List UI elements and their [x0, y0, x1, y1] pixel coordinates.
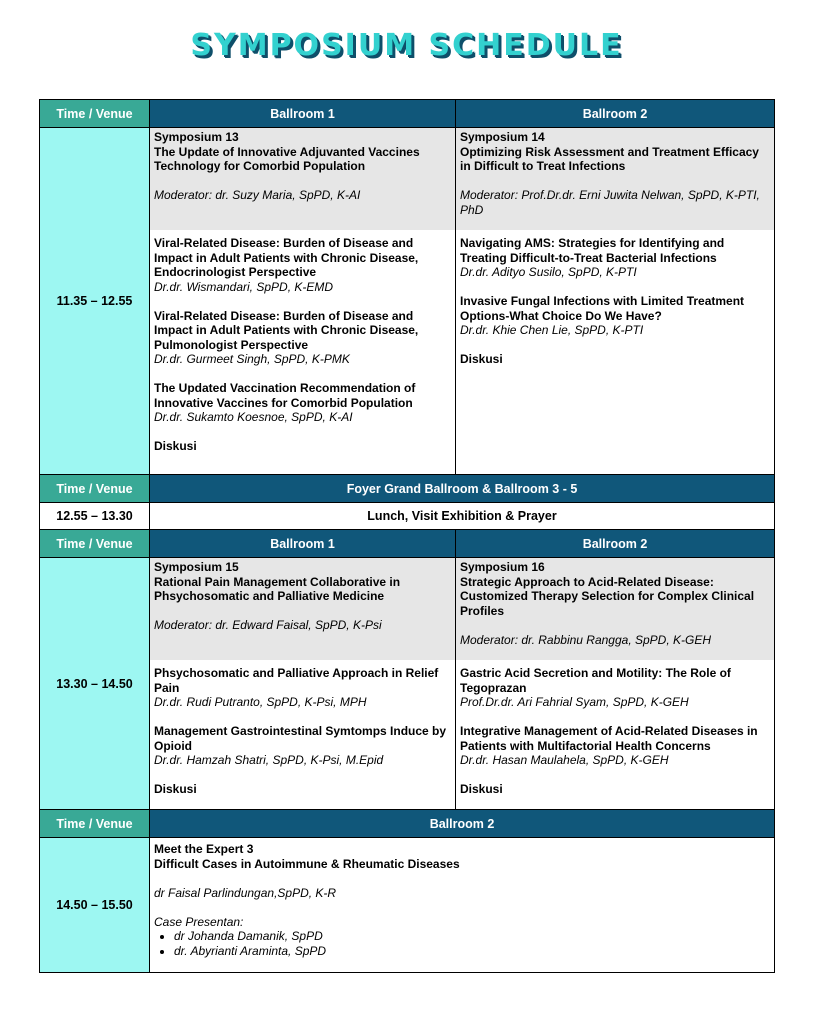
- speaker: Dr.dr. Wismandari, SpPD, K-EMD: [154, 279, 334, 294]
- venue-header-ballroom-2: Ballroom 2: [456, 100, 775, 128]
- speaker: Dr.dr. Sukamto Koesnoe, SpPD, K-AI: [154, 410, 353, 424]
- list-item: • dr. Abyrianti Araminta, SpPD: [174, 944, 770, 959]
- moderator: Moderator: Prof.Dr.dr. Erni Juwita Nelwan, SpPD, K-PTI, PhD: [460, 188, 760, 217]
- venue-header-ballroom-2: Ballroom 2: [150, 810, 775, 838]
- time-slot: 12.55 – 13.30: [40, 503, 150, 530]
- moderator: Moderator: dr. Edward Faisal, SpPD, K-Psi: [154, 618, 382, 632]
- session-name: Symposium 13: [154, 130, 239, 144]
- meet-the-expert-cell: [150, 838, 775, 973]
- talk-title: Integrative Management of Acid-Related Diseases in Patients with Multifactorial Health Concerns: [460, 724, 758, 753]
- session-row: [40, 558, 775, 810]
- talk-title: Management Gastrointestinal Symtomps Induce by Opioid: [154, 724, 447, 753]
- session-name: Symposium 14: [460, 130, 545, 144]
- time-slot: 13.30 – 14.50: [40, 558, 150, 810]
- symposium-15-cell: [150, 558, 456, 810]
- time-venue-header: Time / Venue: [40, 100, 150, 128]
- header-row: [40, 530, 775, 558]
- talk-title: Navigating AMS: Strategies for Identifying and Treating Difficult-to-Treat Bacterial Infections: [460, 236, 725, 265]
- session-topic: Optimizing Risk Assessment and Treatment Efficacy in Difficult to Treat Infections: [460, 144, 759, 173]
- expert: dr Faisal Parlindungan,SpPD, K-R: [154, 885, 337, 900]
- session-topic: Difficult Cases in Autoimmune & Rheumatic Diseases: [154, 856, 460, 871]
- session-topic: Strategic Approach to Acid-Related Disease: Customized Therapy Selection for Complex Clinical Profiles: [460, 574, 755, 618]
- session-name: Meet the Expert 3: [154, 842, 254, 856]
- speaker: Dr.dr. Gurmeet Singh, SpPD, K-PMK: [154, 352, 350, 366]
- talk-title: Viral-Related Disease: Burden of Disease and Impact in Adult Patients with Chronic Disease, Pulmonologist Perspective: [154, 308, 419, 352]
- header-row: [40, 475, 775, 503]
- schedule-table: [39, 99, 775, 973]
- header-row: [40, 810, 775, 838]
- session-row: [40, 128, 775, 475]
- talk-title: Viral-Related Disease: Burden of Disease and Impact in Adult Patients with Chronic Disease, Endocrinologist Perspective: [154, 236, 419, 279]
- presenter-list: [154, 929, 770, 958]
- speaker: Dr.dr. Hamzah Shatri, SpPD, K-Psi, M.Epid: [154, 753, 384, 767]
- venue-header-ballroom-2: Ballroom 2: [456, 530, 775, 558]
- lunch-activity: Lunch, Visit Exhibition & Prayer: [150, 503, 775, 530]
- page-title: SYMPOSIUM SCHEDULE: [190, 28, 623, 63]
- time-venue-header: Time / Venue: [40, 475, 150, 503]
- presenter-label: Case Presentan:: [154, 914, 244, 929]
- venue-header-foyer: Foyer Grand Ballroom & Ballroom 3 - 5: [150, 475, 775, 503]
- session-topic: The Update of Innovative Adjuvanted Vaccines Technology for Comorbid Population: [154, 144, 420, 173]
- speaker: Dr.dr. Khie Chen Lie, SpPD, K-PTI: [460, 323, 644, 337]
- symposium-13-cell: [150, 128, 456, 475]
- talk-title: Gastric Acid Secretion and Motility: The Role of Tegoprazan: [460, 666, 731, 695]
- diskusi: Diskusi: [460, 352, 503, 366]
- diskusi: Diskusi: [460, 782, 503, 796]
- session-name: Symposium 16: [460, 560, 545, 574]
- header-row: [40, 100, 775, 128]
- talk-title: The Updated Vaccination Recommendation of Innovative Vaccines for Comorbid Population: [154, 381, 416, 410]
- lunch-row: [40, 503, 775, 530]
- venue-header-ballroom-1: Ballroom 1: [150, 100, 456, 128]
- speaker: Dr.dr. Hasan Maulahela, SpPD, K-GEH: [460, 753, 669, 767]
- session-topic: Rational Pain Management Collaborative in Phsychosomatic and Palliative Medicine: [154, 574, 401, 603]
- time-venue-header: Time / Venue: [40, 530, 150, 558]
- time-venue-header: Time / Venue: [40, 810, 150, 838]
- session-row: [40, 838, 775, 973]
- diskusi: Diskusi: [154, 439, 197, 453]
- time-slot: 14.50 – 15.50: [40, 838, 150, 973]
- speaker: Prof.Dr.dr. Ari Fahrial Syam, SpPD, K-GEH: [460, 695, 689, 709]
- symposium-16-cell: [456, 558, 775, 810]
- session-name: Symposium 15: [154, 560, 239, 574]
- talk-title: Invasive Fungal Infections with Limited Treatment Options-What Choice Do We Have?: [460, 294, 745, 323]
- diskusi: Diskusi: [154, 782, 197, 796]
- venue-header-ballroom-1: Ballroom 1: [150, 530, 456, 558]
- symposium-14-cell: [456, 128, 775, 475]
- talk-title: Phsychosomatic and Palliative Approach in Relief Pain: [154, 666, 439, 695]
- list-item: • dr Johanda Damanik, SpPD: [174, 929, 770, 944]
- moderator: Moderator: dr. Rabbinu Rangga, SpPD, K-GEH: [460, 632, 712, 647]
- speaker: Dr.dr. Rudi Putranto, SpPD, K-Psi, MPH: [154, 695, 367, 709]
- time-slot: 11.35 – 12.55: [40, 128, 150, 475]
- moderator: Moderator: dr. Suzy Maria, SpPD, K-AI: [154, 188, 361, 202]
- speaker: Dr.dr. Adityo Susilo, SpPD, K-PTI: [460, 265, 637, 279]
